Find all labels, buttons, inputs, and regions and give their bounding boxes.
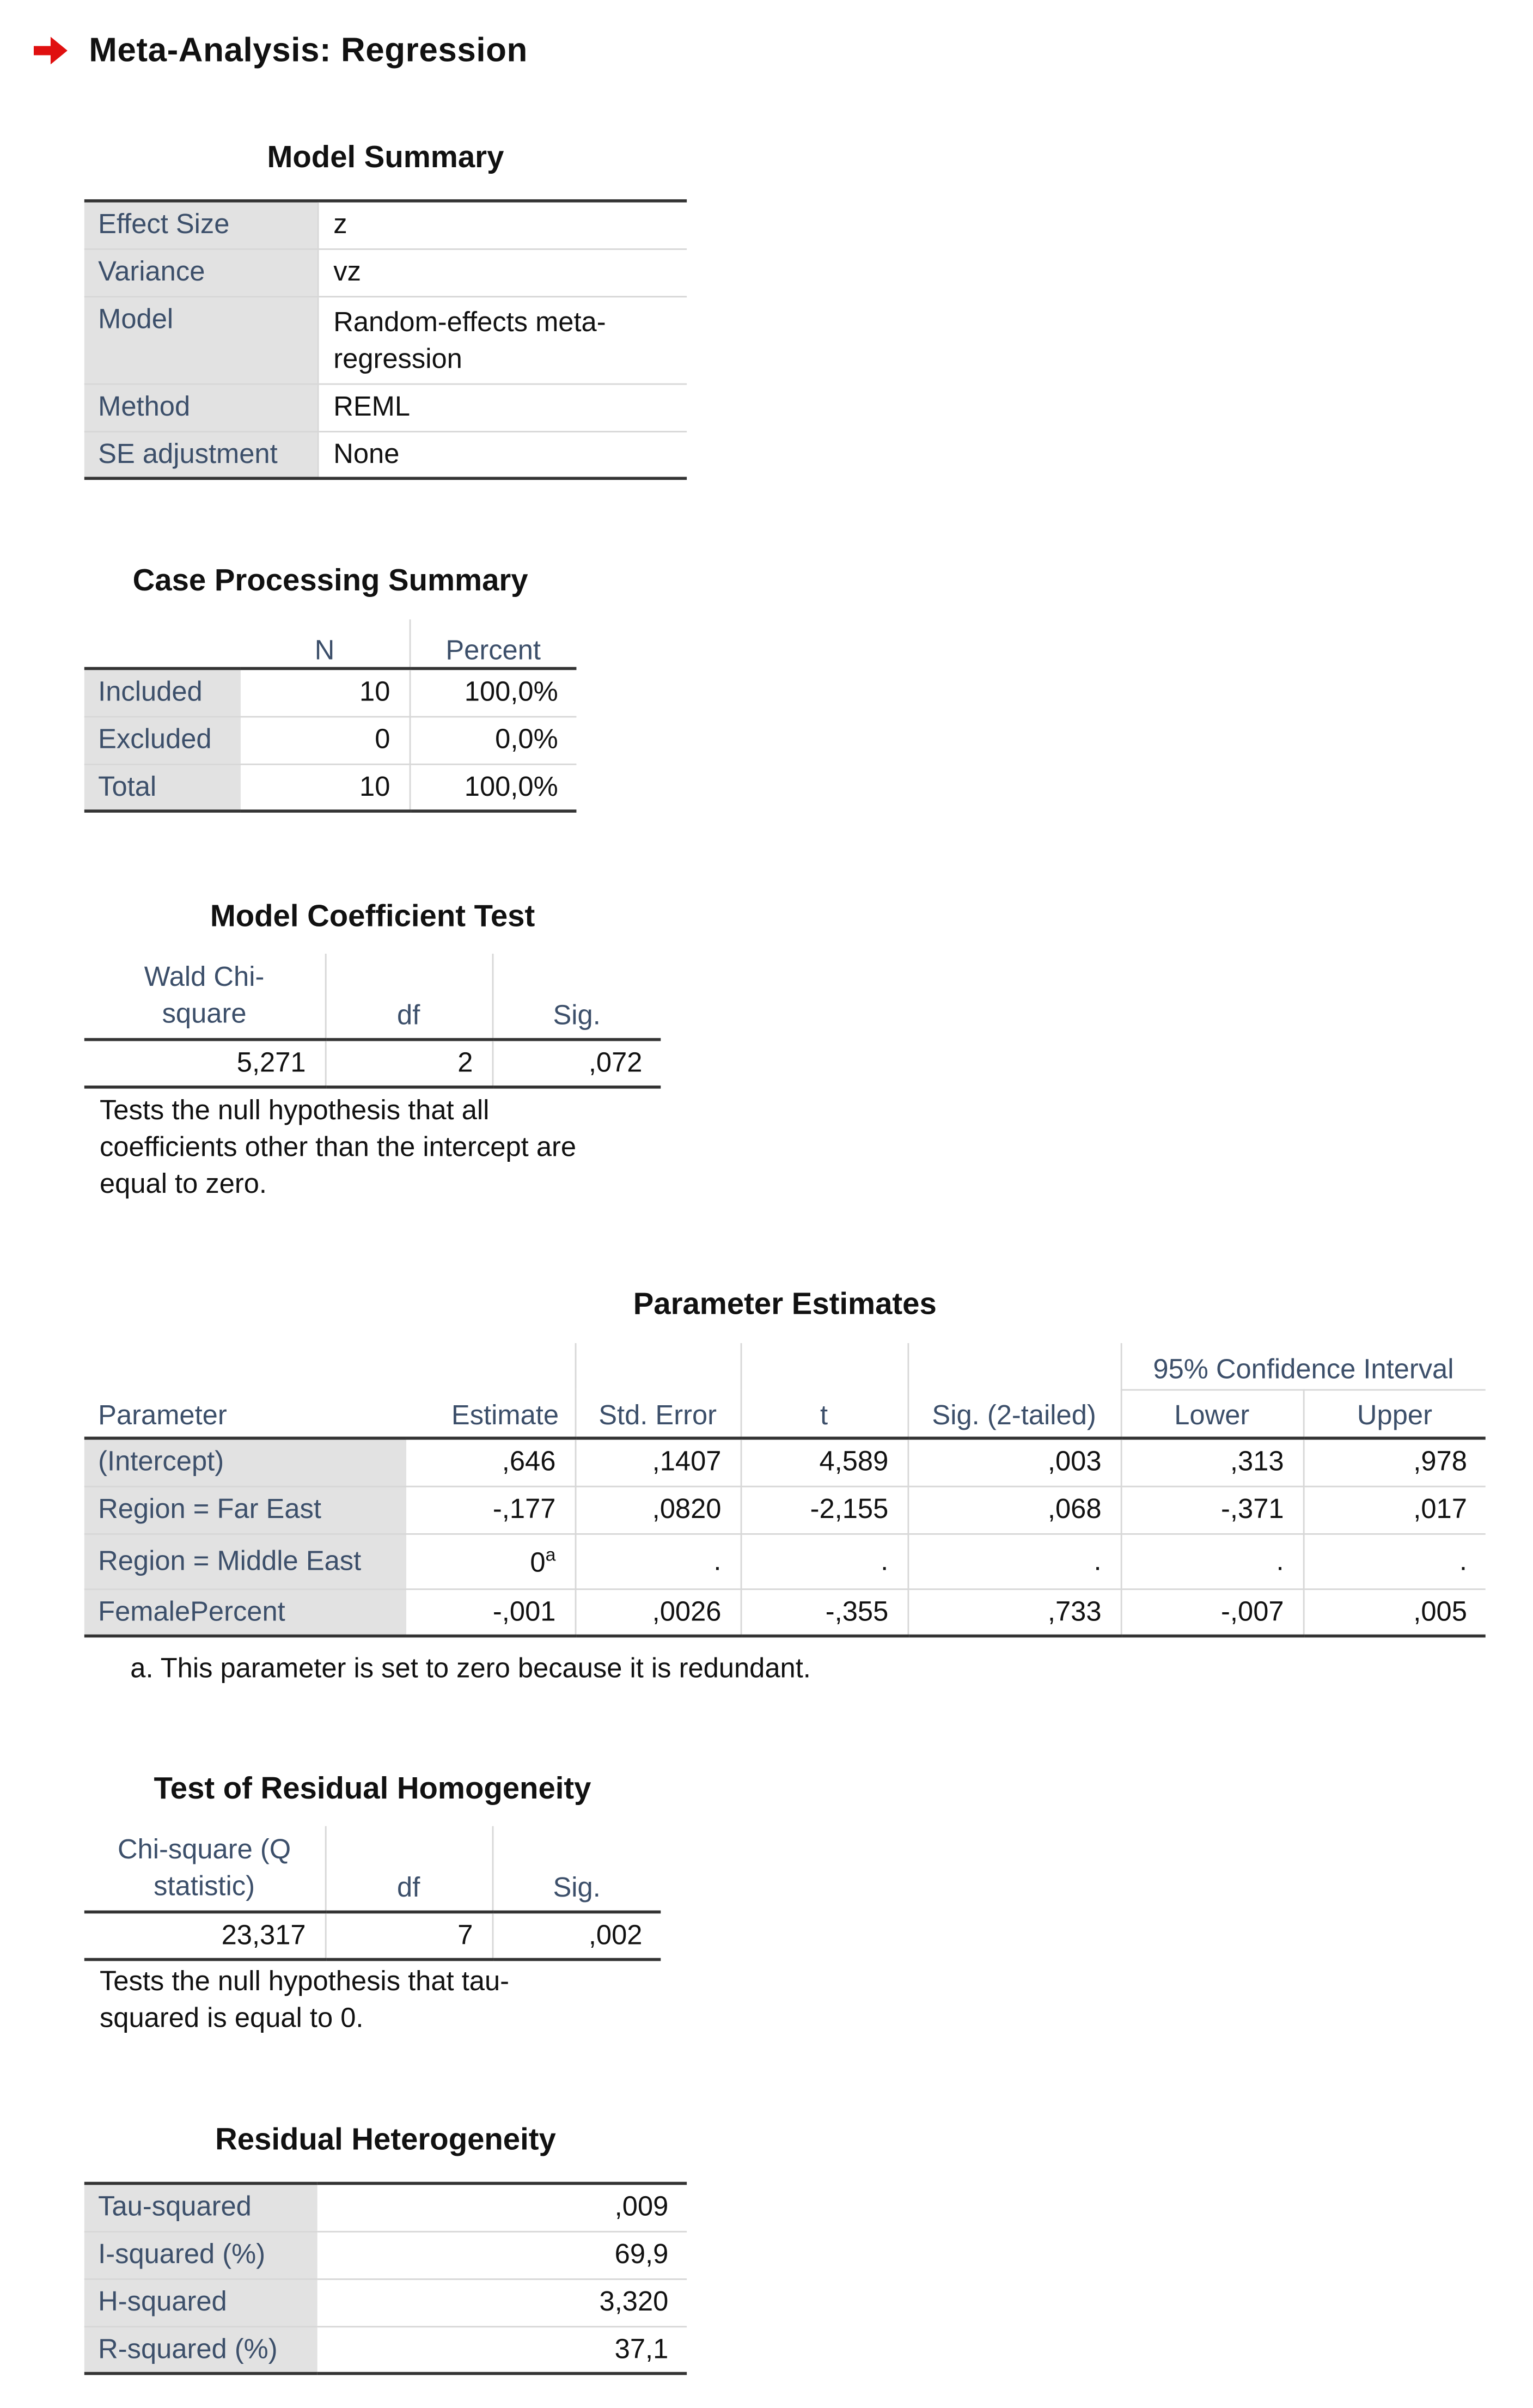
table-note xyxy=(100,1092,682,1202)
table-row xyxy=(84,2326,687,2373)
coefficient-test-table xyxy=(84,954,661,1089)
cell-estimate: -,177 xyxy=(406,1486,575,1533)
cell-df: 2 xyxy=(325,1040,492,1087)
row-value-line: regression xyxy=(333,343,462,374)
residual-heterogeneity-table xyxy=(84,2182,687,2375)
row-label: Method xyxy=(84,383,317,431)
footnote-marker: a xyxy=(545,1543,556,1565)
cell-sig: ,072 xyxy=(492,1040,661,1087)
header-cell: Std. Error xyxy=(575,1343,741,1438)
row-label: Variance xyxy=(84,248,317,296)
cell-upper: ,005 xyxy=(1303,1588,1486,1636)
cell-t: -2,155 xyxy=(741,1486,908,1533)
table-row xyxy=(84,201,687,248)
case-processing-title: Case Processing Summary xyxy=(132,564,528,598)
header-line: statistic) xyxy=(154,1870,255,1901)
table-row xyxy=(84,383,687,431)
table-row xyxy=(84,1912,661,1959)
row-label: Tau-squared xyxy=(84,2184,317,2231)
cell-t: 4,589 xyxy=(741,1438,908,1485)
cell-percent: 100,0% xyxy=(410,764,577,811)
model-summary-title: Model Summary xyxy=(267,141,504,175)
header-line: Wald Chi- xyxy=(144,961,265,992)
row-value: REML xyxy=(317,383,687,431)
note-line: equal to zero. xyxy=(99,1168,267,1199)
cell-estimate xyxy=(406,1533,575,1588)
row-label: FemalePercent xyxy=(84,1588,406,1636)
table-row xyxy=(84,2278,687,2326)
ci-header-cell: 95% Confidence Interval xyxy=(1121,1343,1486,1389)
header-cell: Sig. (2-tailed) xyxy=(907,1343,1120,1438)
row-value: 37,1 xyxy=(317,2326,687,2373)
header-line: square xyxy=(162,998,247,1029)
table-row xyxy=(84,2184,687,2231)
cell-n: 10 xyxy=(241,764,410,811)
cell-std-error: ,1407 xyxy=(575,1438,741,1485)
row-label: Included xyxy=(84,668,241,716)
row-value: z xyxy=(317,201,687,248)
header-row xyxy=(84,619,577,668)
case-processing-table xyxy=(84,619,577,813)
header-cell: N xyxy=(241,619,410,668)
table-row xyxy=(84,1040,661,1087)
cell-lower: -,007 xyxy=(1121,1588,1303,1636)
header-cell xyxy=(84,1826,325,1912)
row-label: Region = Far East xyxy=(84,1486,406,1533)
cell-sig: ,003 xyxy=(907,1438,1120,1485)
cell-stat: 5,271 xyxy=(84,1040,325,1087)
cell-df: 7 xyxy=(325,1912,492,1959)
header-cell xyxy=(84,619,241,668)
header-cell: Sig. xyxy=(553,1872,601,1903)
row-value-line: Random-effects meta- xyxy=(333,306,606,337)
cell-sig: ,068 xyxy=(907,1486,1120,1533)
table-row xyxy=(84,1588,1486,1636)
parameter-estimates-table xyxy=(84,1343,1486,1637)
row-value xyxy=(317,296,687,383)
note-line: squared is equal to 0. xyxy=(99,2002,364,2033)
table-footnote: a. This parameter is set to zero because it is redundant. xyxy=(130,1653,811,1684)
header-cell: Estimate xyxy=(406,1343,575,1438)
note-line: coefficients other than the intercept are xyxy=(99,1131,577,1162)
header-row xyxy=(84,1826,661,1912)
header-cell: df xyxy=(325,954,492,1040)
header-row xyxy=(84,954,661,1040)
table-row xyxy=(84,248,687,296)
cell-std-error: ,0820 xyxy=(575,1486,741,1533)
output-header xyxy=(34,28,528,74)
cell-lower: -,371 xyxy=(1121,1486,1303,1533)
table-note xyxy=(100,1962,682,2036)
row-label: I-squared (%) xyxy=(84,2231,317,2278)
row-label: (Intercept) xyxy=(84,1438,406,1485)
cell-n: 0 xyxy=(241,716,410,764)
cell-upper: ,978 xyxy=(1303,1438,1486,1485)
cell-upper: ,017 xyxy=(1303,1486,1486,1533)
row-value: None xyxy=(317,431,687,478)
row-value: ,009 xyxy=(317,2184,687,2231)
cell-sig: ,002 xyxy=(492,1912,661,1959)
estimate-value: 0 xyxy=(530,1546,546,1577)
cell-lower: ,313 xyxy=(1121,1438,1303,1485)
parameter-estimates-title: Parameter Estimates xyxy=(633,1288,937,1322)
cell-percent: 100,0% xyxy=(410,668,577,716)
header-cell: Sig. xyxy=(553,999,601,1031)
table-row xyxy=(84,2231,687,2278)
table-row xyxy=(84,431,687,478)
header-cell: t xyxy=(741,1343,908,1438)
row-value: 3,320 xyxy=(317,2278,687,2326)
header-cell: Upper xyxy=(1357,1400,1432,1431)
row-label: Excluded xyxy=(84,716,241,764)
row-label: Region = Middle East xyxy=(84,1533,406,1588)
row-label: Model xyxy=(84,296,317,383)
residual-heterogeneity-title: Residual Heterogeneity xyxy=(215,2123,556,2157)
arrow-right-icon[interactable] xyxy=(34,37,68,65)
header-cell: Percent xyxy=(445,635,541,666)
header-cell xyxy=(84,954,325,1040)
header-cell: Parameter xyxy=(98,1400,227,1431)
table-row xyxy=(84,764,577,811)
table-row xyxy=(84,716,577,764)
cell-n: 10 xyxy=(241,668,410,716)
header-cell: Lower xyxy=(1121,1389,1303,1438)
row-label: H-squared xyxy=(84,2278,317,2326)
cell-sig: ,733 xyxy=(907,1588,1120,1636)
row-label: Total xyxy=(84,764,241,811)
cell-percent: 0,0% xyxy=(410,716,577,764)
residual-homogeneity-title: Test of Residual Homogeneity xyxy=(154,1772,591,1807)
cell-sig: . xyxy=(907,1533,1120,1588)
cell-std-error: . xyxy=(575,1533,741,1588)
cell-estimate: -,001 xyxy=(406,1588,575,1636)
cell-lower: . xyxy=(1121,1533,1303,1588)
header-cell: df xyxy=(325,1826,492,1912)
table-row xyxy=(84,1533,1486,1588)
table-row xyxy=(84,668,577,716)
note-line: Tests the null hypothesis that tau- xyxy=(99,1965,510,1997)
model-summary-table xyxy=(84,199,687,480)
row-value: 69,9 xyxy=(317,2231,687,2278)
row-label: Effect Size xyxy=(84,201,317,248)
cell-std-error: ,0026 xyxy=(575,1588,741,1636)
row-label: SE adjustment xyxy=(84,431,317,478)
cell-t: . xyxy=(741,1533,908,1588)
note-line: Tests the null hypothesis that all xyxy=(99,1094,490,1126)
row-value: vz xyxy=(317,248,687,296)
cell-upper: . xyxy=(1303,1533,1486,1588)
coefficient-test-title: Model Coefficient Test xyxy=(210,900,535,934)
table-row xyxy=(84,1486,1486,1533)
cell-stat: 23,317 xyxy=(84,1912,325,1959)
residual-homogeneity-table xyxy=(84,1826,661,1961)
table-row xyxy=(84,296,687,383)
header-line: Chi-square (Q xyxy=(117,1833,291,1865)
table-row xyxy=(84,1438,1486,1485)
cell-estimate: ,646 xyxy=(406,1438,575,1485)
page-title: Meta-Analysis: Regression xyxy=(89,31,528,69)
header-row xyxy=(84,1343,1486,1389)
cell-t: -,355 xyxy=(741,1588,908,1636)
row-label: R-squared (%) xyxy=(84,2326,317,2373)
